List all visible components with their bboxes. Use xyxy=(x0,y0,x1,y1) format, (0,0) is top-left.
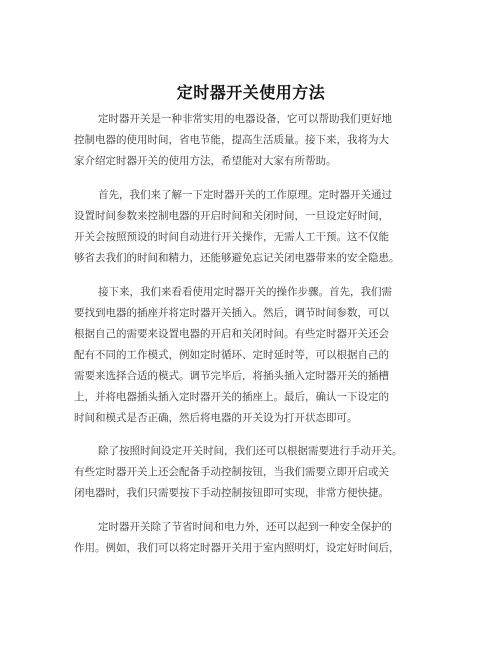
paragraph-line: 首先，我们来了解一下定时器开关的工作原理。定时器开关通过 xyxy=(98,189,392,201)
paragraph-line: 除了按照时间设定开关时间，我们还可以根据需要进行手动开关。 xyxy=(98,445,403,457)
paragraph-line: 家介绍定时器开关的使用方法，希望能对大家有所帮助。 xyxy=(74,155,337,167)
paragraph-line: 时间和模式是否正确，然后将电器的开关设为打开状态即可。 xyxy=(74,412,358,424)
paragraph-line: 够省去我们的时间和精力，还能够避免忘记关闭电器带来的安全隐患。 xyxy=(74,252,400,264)
paragraph-line: 配有不同的工作模式，例如定时循环、定时延时等，可以根据自己的 xyxy=(74,349,389,361)
paragraph-line: 设置时间参数来控制电器的开启时间和关闭时间，一旦设定好时间， xyxy=(74,210,389,222)
paragraph-line: 开关会按照预设的时间自动进行开关操作，无需人工干预。这不仅能 xyxy=(74,231,389,243)
paragraph-line: 闭电器时，我们只需要按下手动控制按钮即可实现，非常方便快捷。 xyxy=(74,487,389,499)
paragraph-line: 作用。例如，我们可以将定时器开关用于室内照明灯，设定好时间后， xyxy=(74,542,400,554)
paragraph-line: 定时器开关除了节省时间和电力外，还可以起到一种安全保护的 xyxy=(98,521,392,533)
paragraph-line: 根据自己的需要来设置电器的开启和关闭时间。有些定时器开关还会 xyxy=(74,328,389,340)
paragraph-line: 接下来，我们来看看使用定时器开关的操作步骤。首先，我们需 xyxy=(98,286,392,298)
paragraph-line: 控制电器的使用时间，省电节能，提高生活质量。接下来，我将为大 xyxy=(74,134,389,146)
paragraph-line: 定时器开关是一种非常实用的电器设备，它可以帮助我们更好地 xyxy=(98,113,392,125)
paragraph-line: 需要来选择合适的模式。调节完毕后，将插头插入定时器开关的插槽 xyxy=(74,370,389,382)
paragraph-line: 要找到电器的插座并将定时器开关插入。然后，调节时间参数，可以 xyxy=(74,307,389,319)
paragraph-line: 上，并将电器插头插入定时器开关的插座上。最后，确认一下设定的 xyxy=(74,391,389,403)
document-title: 定时器开关使用方法 xyxy=(176,83,326,102)
paragraph-line: 有些定时器开关上还会配备手动控制按钮，当我们需要立即开启或关 xyxy=(74,466,389,478)
